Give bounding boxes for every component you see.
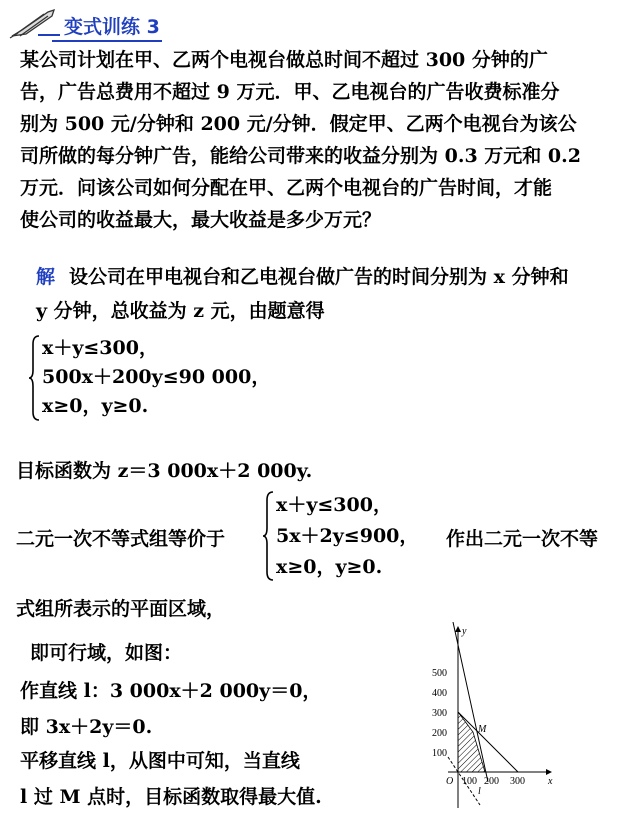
objective-function: 目标函数为 z＝3 000x＋2 000y. (16, 460, 313, 482)
problem-text (20, 44, 628, 236)
origin-label: O (446, 776, 454, 787)
inequality-line: 500x＋200y≤90 000， (42, 366, 271, 388)
problem-line: 某公司计划在甲、乙两个电视台做总时间不超过 300 分钟的广 (20, 49, 548, 71)
brace-symbol (262, 490, 274, 582)
problem-line: 别为 500 元/分钟和 200 元/分钟．假定甲、乙两个电视台为该公 (20, 113, 577, 135)
step-line: 即可行域，如图： (30, 642, 183, 664)
equivalence-prefix: 二元一次不等式组等价于 (16, 528, 226, 550)
line-l-label: l (478, 786, 481, 797)
problem-line: 万元．问该公司如何分配在甲、乙两个电视台的广告时间，才能 (20, 177, 553, 199)
title-underline (52, 40, 162, 42)
step-line: 作直线 l：3 000x＋2 000y＝0， (20, 680, 322, 702)
equivalence-suffix: 作出二元一次不等 (446, 528, 599, 550)
x-axis-label: x (548, 776, 553, 787)
step-line: 平移直线 l，从图中可知，当直线 (20, 750, 300, 772)
step-line: 即 3x＋2y＝0. (20, 716, 153, 738)
y-axis-label: y (462, 626, 467, 637)
feasible-region-graph (418, 622, 558, 812)
feasible-region (458, 712, 485, 772)
x-tick: 100 (462, 776, 477, 787)
inequality-line: 5x＋2y≤900， (276, 525, 419, 547)
solution-line-2: y 分钟，总收益为 z 元，由题意得 (36, 300, 325, 322)
problem-line: 使公司的收益最大，最大收益是多少万元？ (20, 209, 382, 231)
y-tick: 200 (432, 728, 447, 739)
x-tick: 200 (484, 776, 499, 787)
problem-line: 告，广告总费用不超过 9 万元．甲、乙电视台的广告收费标准分 (20, 81, 560, 103)
step-line: l 过 M 点时，目标函数取得最大值. (20, 786, 322, 808)
solution-text: 设公司在甲电视台和乙电视台做广告的时间分别为 x 分钟和 (69, 266, 569, 288)
inequality-line: x＋y≤300， (276, 494, 392, 516)
x-tick: 300 (510, 776, 525, 787)
inequality-line: x≥0，y≥0. (42, 395, 149, 417)
y-tick: 300 (432, 708, 447, 719)
y-tick: 500 (432, 668, 447, 679)
region-line: 式组所表示的平面区域， (16, 598, 226, 620)
problem-line: 司所做的每分钟广告，能给公司带来的收益分别为 0.3 万元和 0.2 (20, 145, 581, 167)
solution-label: 解 (36, 266, 56, 288)
solution-line-1 (36, 262, 569, 289)
inequality-line: x＋y≤300， (42, 337, 158, 359)
y-axis-arrow (455, 626, 461, 632)
y-tick: 400 (432, 688, 447, 699)
point-m-label: M (478, 724, 487, 735)
y-tick: 100 (432, 748, 447, 759)
brace-symbol (28, 334, 40, 422)
x-axis-arrow (546, 769, 552, 775)
section-title: 变式训练 3 (64, 16, 160, 38)
section-header (8, 6, 628, 38)
inequality-line: x≥0，y≥0. (276, 556, 383, 578)
pen-icon (8, 6, 62, 40)
